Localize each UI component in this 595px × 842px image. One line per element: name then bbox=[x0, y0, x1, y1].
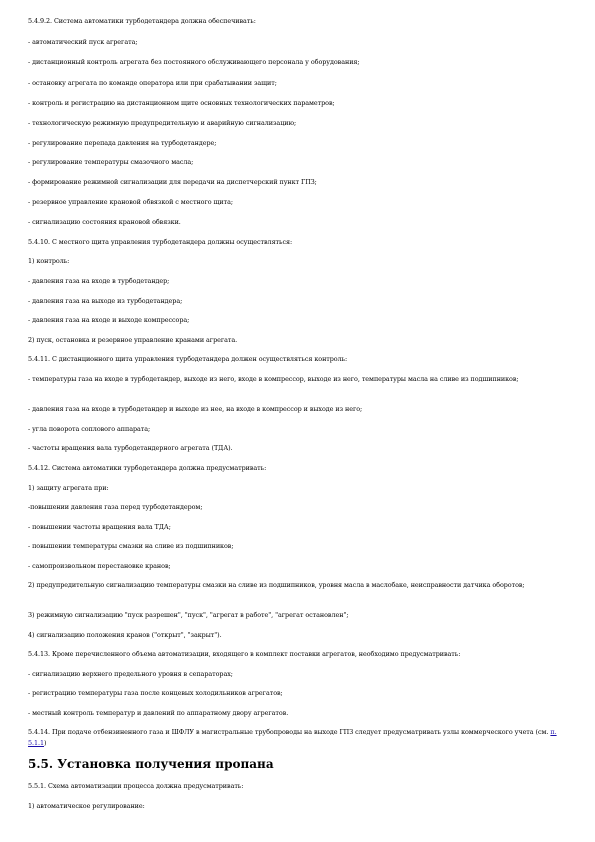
paragraph: 5.4.10. С местного щита управления турбодетандера должны осуществляться: bbox=[28, 238, 293, 246]
list-item: - угла поворота соплового аппарата; bbox=[28, 425, 151, 433]
paragraph: 5.4.9.2. Система автоматики турбодетандера должна обеспечивать: bbox=[28, 17, 256, 25]
list-item: - регистрацию температуры газа после концевых холодильников агрегатов; bbox=[28, 689, 283, 697]
list-item: - резервное управление крановой обвязкой с местного щита; bbox=[28, 198, 233, 206]
list-item: - местный контроль температур и давлений по аппаратному двору агрегатов. bbox=[28, 709, 289, 717]
paragraph-text: 5.4.14. При подаче отбензиненного газа и ШФЛУ в магистральные трубопроводы на выходе ГПЗ следует предусматривать узлы коммерческого учета (см. bbox=[28, 728, 551, 736]
list-item: - давления газа на выходе из турбодетандера; bbox=[28, 297, 183, 305]
list-item: - регулирование перепада давления на турбодетандере; bbox=[28, 139, 217, 147]
list-item: - сигнализацию состояния крановой обвязки. bbox=[28, 218, 181, 226]
paragraph-5-4-14 bbox=[28, 727, 568, 749]
list-item: - повышении температуры смазки на сливе из подшипников; bbox=[28, 542, 234, 550]
paragraph: 5.5.1. Схема автоматизации процесса должна предусматривать: bbox=[28, 782, 244, 790]
paragraph-text: ) bbox=[44, 739, 47, 747]
list-item: - самопроизвольном перестановке кранов; bbox=[28, 562, 171, 570]
list-item: - сигнализацию верхнего предельного уровня в сепараторах; bbox=[28, 670, 233, 678]
list-item: - частоты вращения вала турбодетандерного агрегата (ТДА). bbox=[28, 444, 233, 452]
list-item: 2) предупредительную сигнализацию температуры смазки на сливе из подшипников, уровня масла в маслобаке, неисправности датчика оборотов; bbox=[28, 581, 525, 589]
list-item: - регулирование температуры смазочного масла; bbox=[28, 158, 194, 166]
list-item: - контроль и регистрацию на дистанционном щите основных технологических параметров; bbox=[28, 99, 335, 107]
list-item: 3) режимную сигнализацию "пуск разрешен", "пуск", "агрегат в работе", "агрегат остановлен"; bbox=[28, 611, 349, 619]
list-item: 1) контроль: bbox=[28, 257, 70, 265]
paragraph: 5.4.12. Система автоматики турбодетандера должна предусматривать: bbox=[28, 464, 267, 472]
list-item: 4) сигнализацию положения кранов ("открыт", "закрыт"). bbox=[28, 631, 222, 639]
paragraph: 5.4.11. С дистанционного щита управления турбодетандера должен осуществляться контроль: bbox=[28, 355, 348, 363]
list-item: - давления газа на входе и выходе компрессора; bbox=[28, 316, 190, 324]
list-item: 1) защиту агрегата при: bbox=[28, 484, 109, 492]
list-item: - остановку агрегата по команде оператора или при срабатывании защит; bbox=[28, 79, 277, 87]
list-item: 1) автоматическое регулирование: bbox=[28, 802, 145, 810]
list-item: - формирование режимной сигнализации для передачи на диспетчерский пункт ГПЗ; bbox=[28, 178, 317, 186]
list-item: - давления газа на входе в турбодетандер; bbox=[28, 277, 170, 285]
list-item: - дистанционный контроль агрегата без постоянного обслуживающего персонала у оборудования; bbox=[28, 58, 360, 66]
list-item: - технологическую режимную предупредительную и аварийную сигнализацию; bbox=[28, 119, 297, 127]
clause-link[interactable]: п. 5.1.1 bbox=[28, 728, 557, 747]
paragraph: 5.4.13. Кроме перечисленного объема автоматизации, входящего в комплект поставки агрегатов, необходимо предусматривать: bbox=[28, 650, 461, 658]
list-item: -повышении давления газа перед турбодетандером; bbox=[28, 503, 203, 511]
list-item: - давления газа на входе в турбодетандер и выходе из нее, на входе в компрессор и выходе из него; bbox=[28, 405, 363, 413]
list-item: - автоматический пуск агрегата; bbox=[28, 38, 138, 46]
section-heading: 5.5. Установка получения пропана bbox=[28, 757, 274, 771]
list-item: 2) пуск, остановка и резервное управление кранами агрегата. bbox=[28, 336, 238, 344]
list-item: - температуры газа на входе в турбодетандер, выходе из него, входе в компрессор, выходе из него, температуры масла на сливе из подшипников; bbox=[28, 375, 519, 383]
list-item: - повышении частоты вращения вала ТДА; bbox=[28, 523, 171, 531]
